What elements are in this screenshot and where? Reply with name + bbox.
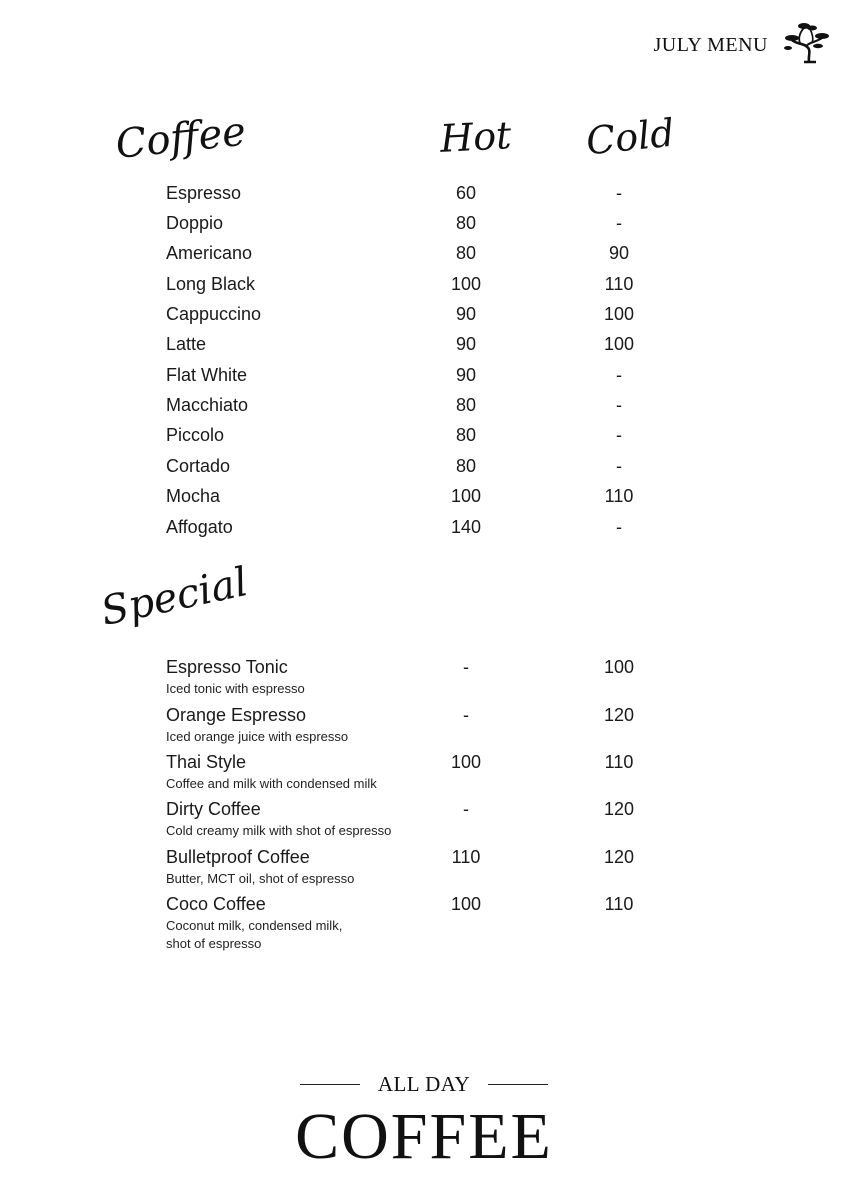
menu-item-row [166, 334, 666, 364]
item-hot-price: 80 [455, 243, 477, 263]
item-hot-price: 140 [450, 517, 482, 537]
item-cold-price: 110 [604, 894, 634, 914]
item-name: Macchiato [166, 395, 249, 415]
item-name: Cappuccino [166, 304, 262, 324]
item-cold-price: - [616, 395, 622, 415]
item-cold-price: 100 [603, 657, 635, 677]
item-cold-price: - [616, 456, 622, 476]
item-name: Americano [166, 243, 253, 263]
item-cold-price: 120 [603, 705, 635, 725]
footer-subtitle-row [0, 1072, 848, 1097]
item-cold-price: 90 [608, 243, 630, 263]
item-description: Cold creamy milk with shot of espresso [166, 823, 392, 838]
item-hot-price: 80 [455, 395, 477, 415]
menu-item-row [166, 425, 666, 455]
item-hot-price: 100 [450, 486, 482, 506]
item-name: Latte [166, 334, 207, 354]
item-description: Iced tonic with espresso [166, 681, 305, 696]
item-description: Coffee and milk with condensed milk [166, 776, 377, 791]
menu-item-row [166, 486, 666, 516]
item-name: Bulletproof Coffee [166, 847, 310, 867]
item-name: Dirty Coffee [166, 799, 261, 819]
item-cold-price: - [616, 183, 622, 203]
item-hot-price: 80 [455, 456, 477, 476]
menu-item-row [166, 365, 666, 395]
menu-item-row [166, 395, 666, 425]
item-description: Coconut milk, condensed milk, shot of espresso [166, 918, 343, 951]
item-description: Iced orange juice with espresso [166, 729, 349, 744]
menu-item-row [166, 304, 666, 334]
hot-column-header: Hot [438, 113, 513, 161]
item-cold-price: 100 [603, 334, 635, 354]
item-hot-price: 100 [450, 894, 482, 914]
item-hot-price: - [463, 799, 469, 819]
item-hot-price: 100 [450, 752, 482, 772]
item-hot-price: 110 [451, 847, 481, 867]
item-name: Coco Coffee [166, 894, 266, 914]
item-cold-price: 120 [603, 847, 635, 867]
item-cold-price: 100 [603, 304, 635, 324]
item-name: Affogato [166, 517, 233, 537]
item-hot-price: 100 [450, 274, 482, 294]
item-cold-price: - [616, 517, 622, 537]
menu-item-row [166, 456, 666, 486]
item-name: Piccolo [166, 425, 225, 445]
bonsai-tree-icon [782, 20, 830, 64]
item-hot-price: 80 [455, 213, 477, 233]
item-name: Doppio [166, 213, 224, 233]
menu-item-row [166, 183, 666, 213]
item-cold-price: - [616, 425, 622, 445]
item-name: Espresso [166, 183, 242, 203]
item-name: Mocha [166, 486, 221, 506]
menu-header [653, 20, 830, 64]
item-cold-price: 120 [603, 799, 635, 819]
item-name: Orange Espresso [166, 705, 307, 725]
item-name: Flat White [166, 365, 248, 385]
menu-item-row [166, 517, 666, 547]
item-hot-price: 80 [455, 425, 477, 445]
cold-column-header: Cold [583, 110, 677, 164]
menu-item-row [166, 213, 666, 243]
item-hot-price: 60 [455, 183, 477, 203]
menu-title: JULY MENU [653, 33, 768, 56]
item-cold-price: 110 [604, 752, 634, 772]
item-description: Butter, MCT oil, shot of espresso [166, 871, 355, 886]
item-hot-price: - [463, 705, 469, 725]
item-hot-price: - [463, 657, 469, 677]
item-name: Thai Style [166, 752, 247, 772]
menu-item-row [166, 274, 666, 304]
item-cold-price: 110 [604, 486, 634, 506]
divider [300, 1084, 360, 1085]
item-name: Cortado [166, 456, 231, 476]
item-cold-price: - [616, 365, 622, 385]
item-cold-price: - [616, 213, 622, 233]
menu-item-row [166, 243, 666, 273]
footer-subtitle: ALL DAY [377, 1072, 471, 1096]
item-hot-price: 90 [455, 365, 477, 385]
item-name: Long Black [166, 274, 256, 294]
coffee-section-title: Coffee [113, 108, 248, 168]
divider [488, 1084, 548, 1085]
item-name: Espresso Tonic [166, 657, 288, 677]
item-hot-price: 90 [455, 334, 477, 354]
item-cold-price: 110 [604, 274, 634, 294]
special-section-title: Special [97, 559, 252, 635]
footer-title: COFFEE [295, 1100, 553, 1173]
item-hot-price: 90 [455, 304, 477, 324]
